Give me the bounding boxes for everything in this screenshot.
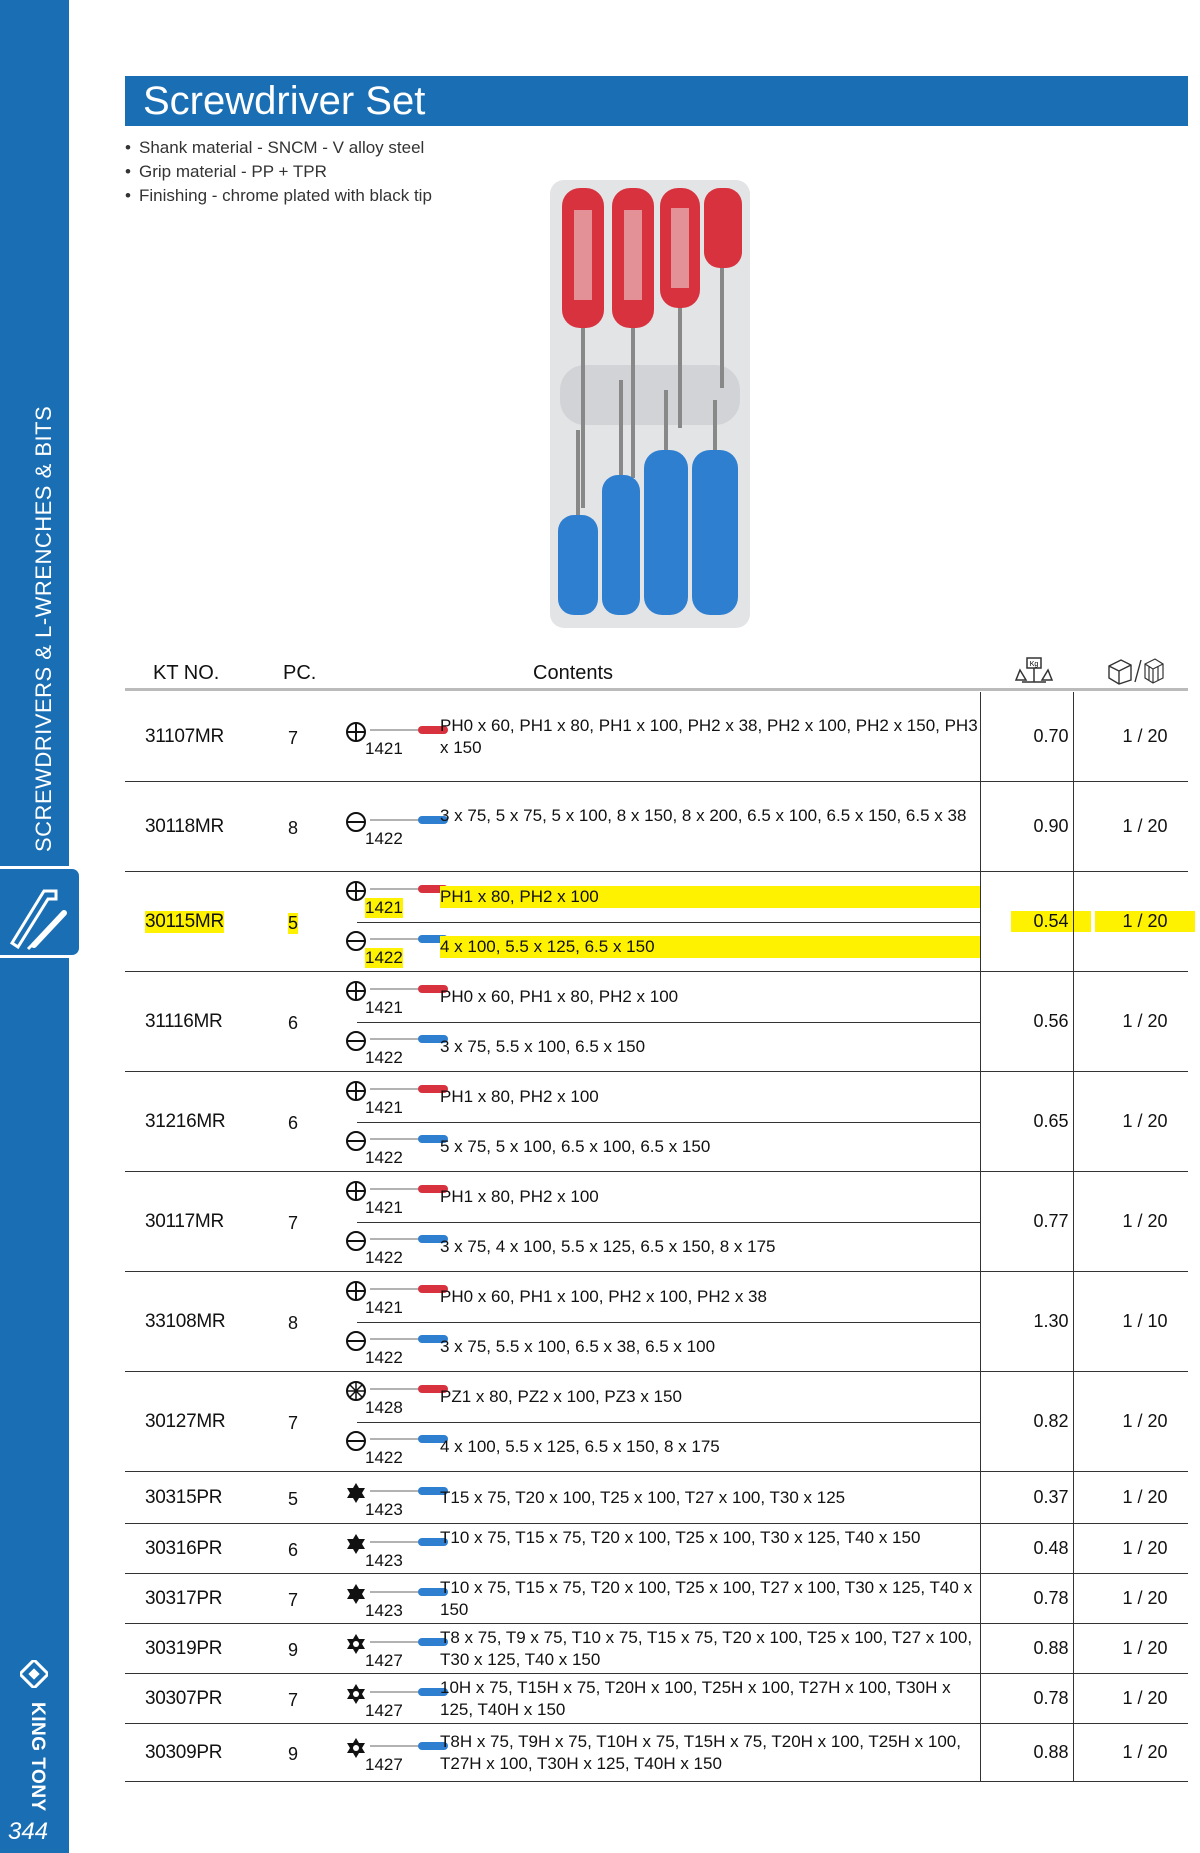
screwdriver-icon bbox=[370, 1587, 450, 1597]
phillips-tip-icon bbox=[345, 721, 367, 743]
weight-value: 0.88 bbox=[1033, 1638, 1069, 1658]
table-row bbox=[125, 1624, 1188, 1674]
weight-value: 0.77 bbox=[1033, 1211, 1069, 1231]
group-divider bbox=[357, 1422, 980, 1423]
piece-count: 6 bbox=[288, 1113, 299, 1133]
contents-text: 3 x 75, 4 x 100, 5.5 x 125, 6.5 x 150, 8 x 175 bbox=[440, 1237, 776, 1256]
column-divider bbox=[1073, 782, 1074, 872]
column-divider bbox=[1073, 692, 1074, 782]
screwdriver-icon bbox=[370, 1687, 450, 1697]
piece-count: 7 bbox=[288, 728, 299, 748]
screwdriver-icon bbox=[370, 1034, 450, 1044]
series-code: 1422 bbox=[365, 1248, 403, 1267]
carton-qty: 1 / 20 bbox=[1122, 1487, 1168, 1507]
column-divider bbox=[980, 1524, 981, 1574]
contents-text: 3 x 75, 5.5 x 100, 6.5 x 150 bbox=[440, 1037, 646, 1056]
series-code: 1428 bbox=[365, 1398, 403, 1417]
column-divider bbox=[980, 692, 981, 782]
brand-logo-icon bbox=[20, 1660, 48, 1688]
contents-text: T10 x 75, T15 x 75, T20 x 100, T25 x 100, T27 x 100, T30 x 125, T40 x 150 bbox=[440, 1578, 973, 1619]
screwdriver-icon bbox=[370, 884, 450, 894]
kt-number: 30307PR bbox=[145, 1688, 223, 1709]
series-code: 1422 bbox=[365, 948, 403, 967]
piece-count: 8 bbox=[288, 818, 299, 838]
contents-text: T15 x 75, T20 x 100, T25 x 100, T27 x 100, T30 x 125 bbox=[440, 1488, 846, 1507]
screwdriver-icon bbox=[370, 1184, 450, 1194]
slotted-tip-icon bbox=[345, 1430, 367, 1452]
column-divider bbox=[980, 872, 981, 972]
kt-number: 30117MR bbox=[145, 1211, 224, 1232]
carton-qty: 1 / 20 bbox=[1122, 1638, 1168, 1658]
column-divider bbox=[980, 1272, 981, 1372]
table-row bbox=[125, 1674, 1188, 1724]
kt-number: 30309PR bbox=[145, 1742, 223, 1763]
piece-count: 6 bbox=[288, 1013, 299, 1033]
column-divider bbox=[980, 1674, 981, 1724]
screwdriver-icon bbox=[370, 1384, 450, 1394]
feature-list bbox=[125, 136, 432, 208]
table-row bbox=[125, 692, 1188, 782]
sidebar bbox=[0, 0, 69, 1853]
carton-qty: 1 / 20 bbox=[1122, 1688, 1168, 1708]
torx-tip-icon bbox=[345, 1533, 367, 1555]
kt-number: 30315PR bbox=[145, 1487, 223, 1508]
series-code: 1422 bbox=[365, 1148, 403, 1167]
contents-text: PH0 x 60, PH1 x 80, PH1 x 100, PH2 x 38, PH2 x 100, PH2 x 150, PH3 x 150 bbox=[440, 716, 978, 757]
slotted-tip-icon bbox=[345, 1030, 367, 1052]
table-row bbox=[125, 1372, 1188, 1472]
series-code: 1427 bbox=[365, 1701, 403, 1720]
series-code: 1422 bbox=[365, 1048, 403, 1067]
piece-count: 7 bbox=[288, 1590, 299, 1610]
contents-text: PH1 x 80, PH2 x 100 bbox=[440, 1187, 599, 1206]
carton-qty: 1 / 20 bbox=[1095, 911, 1195, 932]
slotted-tip-icon bbox=[345, 930, 367, 952]
series-code: 1421 bbox=[365, 898, 403, 917]
piece-count: 6 bbox=[288, 1540, 299, 1560]
contents-text: T8H x 75, T9H x 75, T10H x 75, T15H x 75, T20H x 100, T25H x 100, T27H x 100, T30H x 125, T40H x 150 bbox=[440, 1732, 961, 1773]
torx-tip-icon bbox=[345, 1583, 367, 1605]
column-divider bbox=[1073, 1674, 1074, 1724]
piece-count: 7 bbox=[288, 1690, 299, 1710]
table-row bbox=[125, 1574, 1188, 1624]
weight-value: 0.37 bbox=[1033, 1487, 1069, 1507]
contents-text: PH0 x 60, PH1 x 80, PH2 x 100 bbox=[440, 987, 679, 1006]
series-code: 1422 bbox=[365, 1348, 403, 1367]
column-divider bbox=[1073, 1472, 1074, 1524]
column-divider bbox=[1073, 872, 1074, 972]
series-code: 1421 bbox=[365, 739, 403, 758]
contents-text: PH0 x 60, PH1 x 100, PH2 x 100, PH2 x 38 bbox=[440, 1287, 767, 1306]
weight-value: 0.78 bbox=[1033, 1588, 1069, 1608]
feature-item: • Grip material - PP + TPR bbox=[125, 162, 327, 181]
torx-tip-icon bbox=[345, 1482, 367, 1504]
torx-hole-tip-icon bbox=[345, 1737, 367, 1759]
kt-number: 30115MR bbox=[145, 911, 224, 932]
header-divider bbox=[125, 688, 1188, 691]
phillips-tip-icon bbox=[345, 1180, 367, 1202]
feature-item: • Shank material - SNCM - V alloy steel bbox=[125, 138, 425, 157]
weight-value: 0.65 bbox=[1033, 1111, 1069, 1131]
screwdriver-icon bbox=[370, 1434, 450, 1444]
weight-value: 0.88 bbox=[1033, 1742, 1069, 1762]
piece-count: 9 bbox=[288, 1744, 299, 1764]
weight-scale-icon bbox=[1014, 656, 1054, 686]
kt-number: 31107MR bbox=[145, 726, 224, 747]
screwdriver-icon bbox=[370, 1284, 450, 1294]
kt-number: 31116MR bbox=[145, 1011, 223, 1032]
column-divider bbox=[1073, 1372, 1074, 1472]
feature-item: • Finishing - chrome plated with black tip bbox=[125, 186, 432, 205]
piece-count: 5 bbox=[288, 1489, 299, 1509]
col-kt-no: KT NO. bbox=[153, 662, 220, 684]
column-divider bbox=[980, 1472, 981, 1524]
table-row bbox=[125, 782, 1188, 872]
wrench-screwdriver-icon bbox=[4, 873, 74, 953]
row-divider bbox=[125, 1781, 1188, 1782]
weight-value: 0.54 bbox=[1011, 911, 1091, 932]
weight-value: 0.70 bbox=[1033, 726, 1069, 746]
series-code: 1423 bbox=[365, 1551, 403, 1570]
weight-value: 0.82 bbox=[1033, 1411, 1069, 1431]
carton-qty: 1 / 20 bbox=[1122, 1742, 1168, 1762]
screwdriver-icon bbox=[370, 1084, 450, 1094]
slotted-tip-icon bbox=[345, 811, 367, 833]
brand-name: KING TONY bbox=[27, 1702, 48, 1812]
phillips-tip-icon bbox=[345, 1280, 367, 1302]
screwdriver-icon bbox=[370, 1741, 450, 1751]
carton-box-icon bbox=[1105, 656, 1165, 686]
table-row bbox=[125, 872, 1188, 972]
column-divider bbox=[980, 1574, 981, 1624]
torx-hole-tip-icon bbox=[345, 1633, 367, 1655]
kt-number: 30319PR bbox=[145, 1638, 223, 1659]
title-bar bbox=[125, 76, 1188, 126]
piece-count: 7 bbox=[288, 1213, 299, 1233]
group-divider bbox=[357, 1022, 980, 1023]
series-code: 1423 bbox=[365, 1500, 403, 1519]
pozi-tip-icon bbox=[345, 1380, 367, 1402]
kt-number: 33108MR bbox=[145, 1311, 226, 1332]
torx-hole-tip-icon bbox=[345, 1683, 367, 1705]
weight-value: 0.56 bbox=[1033, 1011, 1069, 1031]
contents-text: PH1 x 80, PH2 x 100 bbox=[440, 886, 980, 908]
column-divider bbox=[1073, 1574, 1074, 1624]
contents-text: 5 x 75, 5 x 100, 6.5 x 100, 6.5 x 150 bbox=[440, 1137, 711, 1156]
carton-qty: 1 / 20 bbox=[1122, 1411, 1168, 1431]
screwdriver-icon bbox=[370, 1334, 450, 1344]
column-divider bbox=[980, 782, 981, 872]
slotted-tip-icon bbox=[345, 1330, 367, 1352]
section-tab[interactable] bbox=[0, 866, 82, 958]
column-divider bbox=[980, 1172, 981, 1272]
group-divider bbox=[357, 922, 980, 923]
series-code: 1421 bbox=[365, 998, 403, 1017]
col-contents: Contents bbox=[533, 662, 614, 684]
column-divider bbox=[980, 1624, 981, 1674]
table-row bbox=[125, 1524, 1188, 1574]
product-photo bbox=[550, 180, 750, 628]
series-code: 1427 bbox=[365, 1651, 403, 1670]
screwdriver-icon bbox=[370, 1637, 450, 1647]
column-divider bbox=[1073, 972, 1074, 1072]
svg-text:Kg: Kg bbox=[1029, 661, 1039, 668]
weight-value: 1.30 bbox=[1033, 1311, 1069, 1331]
screwdriver-icon bbox=[370, 725, 450, 735]
contents-text: 10H x 75, T15H x 75, T20H x 100, T25H x 100, T27H x 100, T30H x 125, T40H x 150 bbox=[440, 1678, 951, 1719]
page-number: 344 bbox=[8, 1818, 49, 1845]
contents-text: 4 x 100, 5.5 x 125, 6.5 x 150 bbox=[440, 936, 980, 958]
column-divider bbox=[1073, 1272, 1074, 1372]
slotted-tip-icon bbox=[345, 1130, 367, 1152]
screwdriver-icon bbox=[370, 1134, 450, 1144]
piece-count: 5 bbox=[288, 913, 299, 933]
series-code: 1421 bbox=[365, 1198, 403, 1217]
carton-qty: 1 / 10 bbox=[1122, 1311, 1168, 1331]
phillips-tip-icon bbox=[345, 1080, 367, 1102]
group-divider bbox=[357, 1122, 980, 1123]
series-code: 1427 bbox=[365, 1755, 403, 1774]
contents-text: 4 x 100, 5.5 x 125, 6.5 x 150, 8 x 175 bbox=[440, 1437, 720, 1456]
table-row bbox=[125, 972, 1188, 1072]
carton-qty: 1 / 20 bbox=[1122, 1538, 1168, 1558]
screwdriver-icon bbox=[370, 934, 450, 944]
contents-text: 3 x 75, 5.5 x 100, 6.5 x 38, 6.5 x 100 bbox=[440, 1337, 716, 1356]
piece-count: 7 bbox=[288, 1413, 299, 1433]
series-code: 1422 bbox=[365, 1448, 403, 1467]
series-code: 1423 bbox=[365, 1601, 403, 1620]
contents-text: T8 x 75, T9 x 75, T10 x 75, T15 x 75, T20 x 100, T25 x 100, T27 x 100, T30 x 125, T40 x 150 bbox=[440, 1628, 973, 1669]
column-divider bbox=[1073, 1724, 1074, 1782]
screwdriver-icon bbox=[370, 1537, 450, 1547]
kt-number: 30127MR bbox=[145, 1411, 226, 1432]
carton-qty: 1 / 20 bbox=[1122, 1111, 1168, 1131]
column-divider bbox=[980, 1072, 981, 1172]
kt-number: 31216MR bbox=[145, 1111, 226, 1132]
screwdriver-icon bbox=[370, 1234, 450, 1244]
page-title: Screwdriver Set bbox=[143, 79, 426, 123]
series-code: 1421 bbox=[365, 1098, 403, 1117]
column-divider bbox=[1073, 1524, 1074, 1574]
column-divider bbox=[1073, 1624, 1074, 1674]
group-divider bbox=[357, 1322, 980, 1323]
phillips-tip-icon bbox=[345, 880, 367, 902]
col-pc: PC. bbox=[283, 662, 317, 684]
contents-text: 3 x 75, 5 x 75, 5 x 100, 8 x 150, 8 x 200, 6.5 x 100, 6.5 x 150, 6.5 x 38 bbox=[440, 806, 967, 825]
table-row bbox=[125, 1472, 1188, 1524]
contents-text: T10 x 75, T15 x 75, T20 x 100, T25 x 100, T30 x 125, T40 x 150 bbox=[440, 1528, 921, 1547]
kt-number: 30317PR bbox=[145, 1588, 223, 1609]
slotted-tip-icon bbox=[345, 1230, 367, 1252]
weight-value: 0.48 bbox=[1033, 1538, 1069, 1558]
carton-qty: 1 / 20 bbox=[1122, 726, 1168, 746]
carton-qty: 1 / 20 bbox=[1122, 1211, 1168, 1231]
piece-count: 9 bbox=[288, 1640, 299, 1660]
phillips-tip-icon bbox=[345, 980, 367, 1002]
column-divider bbox=[980, 972, 981, 1072]
column-divider bbox=[1073, 1172, 1074, 1272]
table-row bbox=[125, 1724, 1188, 1782]
section-title: SCREWDRIVERS & L-WRENCHES & BITS bbox=[31, 405, 56, 852]
screwdriver-icon bbox=[370, 984, 450, 994]
kt-number: 30118MR bbox=[145, 816, 224, 837]
weight-value: 0.78 bbox=[1033, 1688, 1069, 1708]
series-code: 1421 bbox=[365, 1298, 403, 1317]
piece-count: 8 bbox=[288, 1313, 299, 1333]
carton-qty: 1 / 20 bbox=[1122, 1588, 1168, 1608]
carton-qty: 1 / 20 bbox=[1122, 816, 1168, 836]
column-divider bbox=[980, 1372, 981, 1472]
column-divider bbox=[1073, 1072, 1074, 1172]
column-divider bbox=[980, 1724, 981, 1782]
table-row bbox=[125, 1072, 1188, 1172]
weight-value: 0.90 bbox=[1033, 816, 1069, 836]
contents-text: PZ1 x 80, PZ2 x 100, PZ3 x 150 bbox=[440, 1387, 682, 1406]
contents-text: PH1 x 80, PH2 x 100 bbox=[440, 1087, 599, 1106]
series-code: 1422 bbox=[365, 829, 403, 848]
table-row bbox=[125, 1272, 1188, 1372]
screwdriver-icon bbox=[370, 815, 450, 825]
carton-qty: 1 / 20 bbox=[1122, 1011, 1168, 1031]
screwdriver-icon bbox=[370, 1486, 450, 1496]
kt-number: 30316PR bbox=[145, 1538, 223, 1559]
group-divider bbox=[357, 1222, 980, 1223]
table-row bbox=[125, 1172, 1188, 1272]
